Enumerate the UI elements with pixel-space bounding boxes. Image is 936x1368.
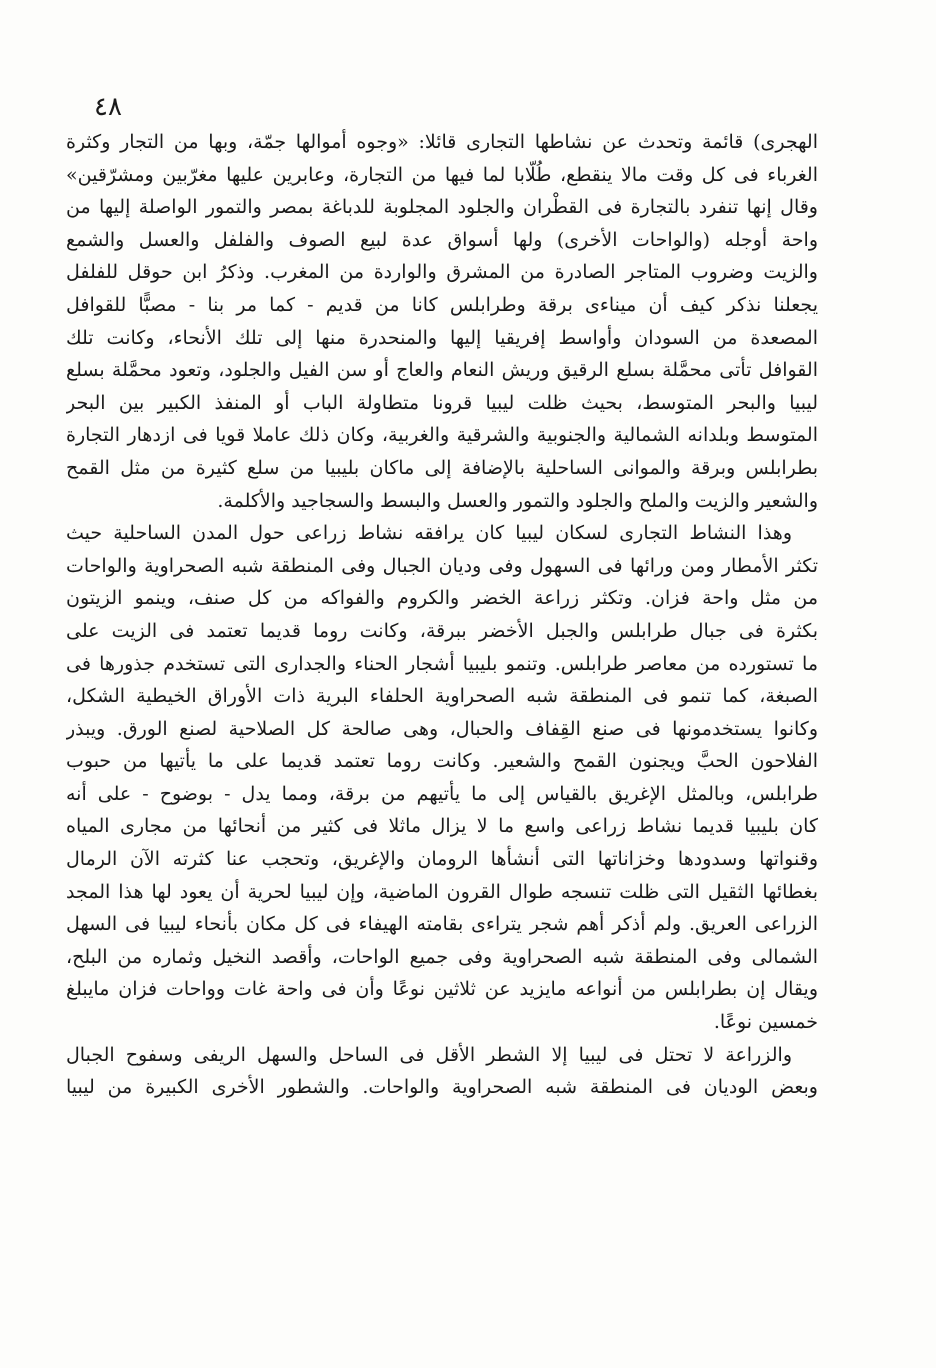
page-number: ٤٨ (94, 92, 122, 122)
text-line: يجعلنا نذكر كيف أن ميناءى برقة وطرابلس كانا من قديم - كما مر بنا - مصبًّا للقوافل (66, 293, 818, 316)
text-line: الفلاحون الحبَّ ويجنون القمح والشعير. وكانت روما تعتمد قديما على ما يأتيها من حبوب (66, 750, 818, 773)
text-line: ما تستورده من معاصر طرابلس. وتنمو بليبيا أشجار الحناء والجدارى التى تستخدم جذورها فى (66, 652, 818, 675)
body-text (66, 126, 818, 1104)
text-line: تكثر الأمطار ومن ورائها فى السهول وفى وديان الجبال وفى المنطقة شبه الصحراوية والواحات (66, 554, 818, 577)
text-line: وبعض الوديان فى المنطقة شبه الصحراوية والواحات. والشطور الأخرى الكبيرة من ليبيا (66, 1076, 818, 1099)
text-line: وقال إنها تنفرد بالتجارة فى القطْران والجلود المجلوبة للدباغة بمصر والتمور الواصلة إليها من (66, 196, 818, 219)
text-line: الزراعى العريق. ولم أذكر أهم شجر يتراءى بقامته الهيفاء فى كل مكان بأنحاء ليبيا فى السهل (66, 913, 818, 936)
text-line: وهذا النشاط التجارى لسكان ليبيا كان يرافقه نشاط زراعى حول المدن الساحلية حيث (66, 522, 792, 545)
text-line: الصبغة، كما تنمو فى المنطقة شبه الصحراوية الحلفاء البرية ذات الأوراق الخيطية الشكل، (66, 685, 818, 708)
text-line: ويقال إن بطرابلس من أنواعه مايزيد عن ثلاثين نوعًا وأن فى واحة غات وواحات فزان مايبلغ (66, 978, 818, 1001)
text-line: طرابلس، وبالمثل الإغريق بالقياس إلى ما يأتيهم من برقة، ومما يدل - بوضوح - على أنه (66, 782, 818, 805)
text-line: كان بليبيا قديما نشاط زراعى واسع ما لا يزال ماثلا فى كثير من أنحائها من مجارى المياه (66, 815, 818, 838)
text-line: وكانوا يستخدمونها فى صنع القِفاف والحبال، وهى صالحة كل الصلاحية لصنع الورق. ويبذر (66, 717, 818, 740)
text-line: الشمالى وفى المنطقة شبه الصحراوية وفى جميع الواحات، وأقصد النخيل وثماره من البلح، (66, 945, 818, 968)
text-line: بطرابلس وبرقة والموانى الساحلية بالإضافة إلى ماكان بليبيا من سلع كثيرة من مثل القمح (66, 456, 818, 479)
text-line: الهجرى) قائمة وتحدث عن نشاطها التجارى قائلا: «وجوه أموالها جمّة، وبها من التجار وكثرة (66, 131, 818, 153)
text-line: خمسين نوعًا. (713, 1011, 818, 1034)
text-line: القوافل تأتى محمَّلة بسلع الرقيق وريش النعام والعاج أو سن الفيل والجلود، وتعود محمَّلة بسلع (66, 359, 818, 382)
text-line: وقنواتها وسدودها وخزاناتها التى أنشأها الرومان والإغريق، وتحجب عنا كثرته الآن الرمال (66, 848, 818, 871)
text-line: والزراعة لا تحتل فى ليبيا إلا الشطر الأقل فى الساحل والسهل الريفى وسفوح الجبال (66, 1043, 792, 1066)
text-line: المصعدة من السودان وأواسط إفريقيا إليها والمنحدرة منها إلى تلك الأنحاء، وكانت تلك (66, 326, 818, 349)
text-line: واحة أوجله (والواحات الأخرى) ولها أسواق عدة لبيع الصوف والفلفل والعسل والشمع (66, 228, 818, 251)
text-line: والزيت وضروب المتاجر الصادرة من المشرق والواردة من المغرب. وذكرُ ابن حوقل للفلفل (66, 261, 818, 284)
text-line: بكثرة فى جبال طرابلس والجبل الأخضر ببرقة، وكانت روما قديما تعتمد فى الزيت على (66, 619, 818, 642)
text-line: المتوسط وبلدانه الشمالية والجنوبية والشرقية والغربية، وكان ذلك عاملا قويا فى ازدهار التجارة (66, 424, 818, 447)
text-line: من مثل واحة فزان. وتكثر زراعة الخضر والكروم والفواكه من كل صنف، وينمو الزيتون (66, 587, 818, 610)
text-line: الغرباء فى كل وقت مالا ينقطع، طُلّابا لما فيها من التجارة، وعابرين عليها مغرّبين ومشرّقين» (66, 163, 818, 186)
text-line: ليبيا والبحر المتوسط، بحيث ظلت ليبيا قرونا متطاولة الباب أو المنفذ الكبير بين البحر (66, 391, 818, 414)
text-line: بغطائها الثقيل التى ظلت تنسجه طوال القرون الماضية، وإن ليبيا لحرية أن يعود لها هذا المجد (66, 880, 818, 903)
text-line: والشعير والزيت والملح والجلود والتمور والعسل والبسط والسجاجيد والأكلمة. (217, 489, 818, 512)
